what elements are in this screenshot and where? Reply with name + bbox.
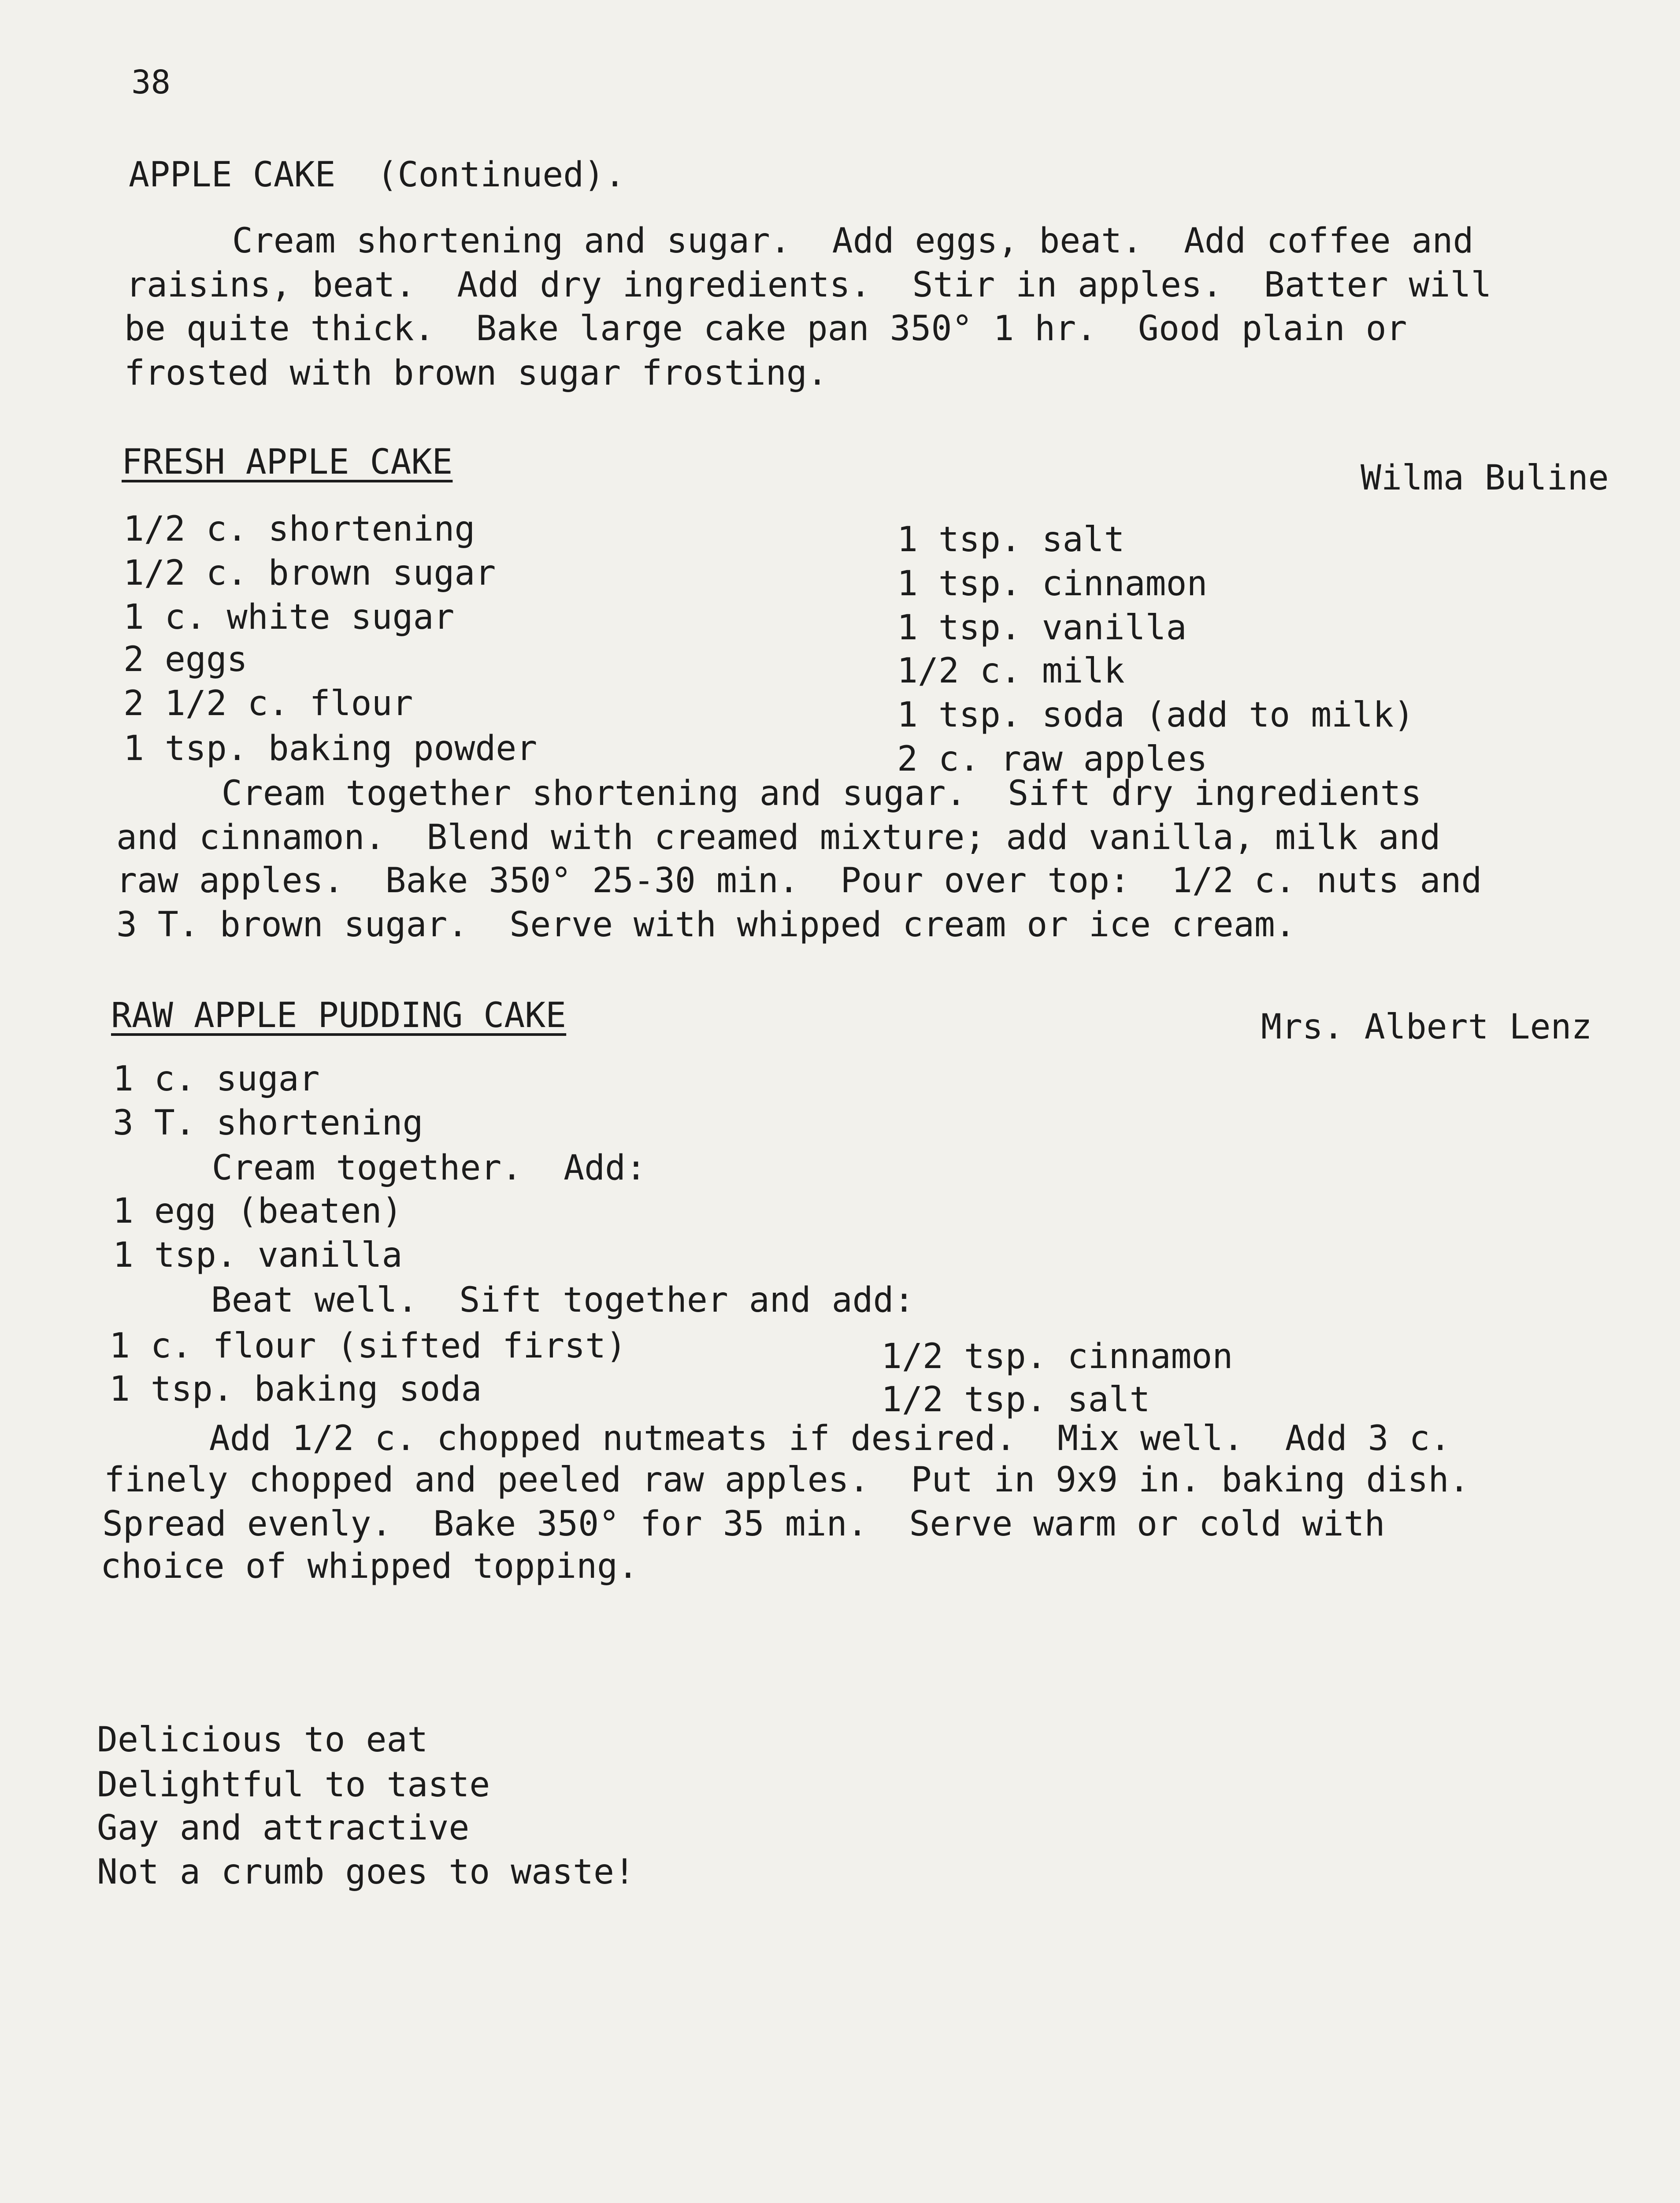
pudding-cake-line: finely chopped and peeled raw apples. Put in 9x9 in. baking dish.	[104, 1460, 1470, 1500]
ingredient-right: 1 tsp. cinnamon	[897, 564, 1208, 604]
raw-apple-pudding-cake-author: Mrs. Albert Lenz	[1261, 1007, 1592, 1047]
fresh-apple-cake-line: raw apples. Bake 350° 25-30 min. Pour over top: 1/2 c. nuts and	[116, 861, 1482, 901]
pudding-cake-line: 1 egg (beaten)	[113, 1191, 403, 1231]
pudding-cake-line: choice of whipped topping.	[100, 1547, 638, 1586]
fresh-apple-cake-title: FRESH APPLE CAKE	[122, 442, 453, 482]
pudding-cake-line: Cream together. Add:	[108, 1148, 646, 1188]
poem-line: Delicious to eat	[97, 1720, 428, 1760]
apple-cake-line: be quite thick. Bake large cake pan 350° 1 hr. Good plain or	[124, 309, 1407, 349]
pudding-cake-line: Spread evenly. Bake 350° for 35 min. Serve warm or cold with	[102, 1504, 1385, 1544]
ingredient-left: 1 tsp. baking powder	[123, 729, 538, 768]
pudding-cake-line: Add 1/2 c. chopped nutmeats if desired. Mix well. Add 3 c.	[106, 1419, 1451, 1458]
fresh-apple-cake-line: and cinnamon. Blend with creamed mixture; add vanilla, milk and	[116, 818, 1441, 857]
pudding-cake-line: Beat well. Sift together and add:	[108, 1280, 915, 1320]
page-number: 38	[131, 63, 171, 101]
raw-apple-pudding-cake-title: RAW APPLE PUDDING CAKE	[111, 996, 567, 1035]
ingredient-left: 1/2 c. brown sugar	[123, 553, 496, 593]
ingredient-left: 2 eggs	[123, 640, 248, 679]
ingredient-right: 1 tsp. salt	[897, 520, 1125, 560]
apple-cake-continued-title: APPLE CAKE (Continued).	[129, 155, 626, 195]
ingredient-left: 1/2 c. shortening	[123, 509, 475, 549]
apple-cake-line: frosted with brown sugar frosting.	[124, 353, 828, 393]
apple-cake-line: Cream shortening and sugar. Add eggs, beat. Add coffee and	[129, 221, 1474, 261]
poem-line: Delightful to taste	[97, 1765, 490, 1805]
ingredient-right: 1/2 tsp. salt	[881, 1380, 1150, 1420]
pudding-cake-line: 1 c. sugar	[113, 1059, 320, 1099]
poem-line: Gay and attractive	[97, 1808, 470, 1848]
ingredient-right: 2 c. raw apples	[897, 739, 1208, 779]
fresh-apple-cake-line: Cream together shortening and sugar. Sift dry ingredients	[118, 774, 1422, 813]
pudding-cake-line: 1 tsp. vanilla	[113, 1235, 403, 1275]
ingredient-left: 1 c. flour (sifted first)	[109, 1326, 627, 1366]
ingredient-right: 1 tsp. soda (add to milk)	[897, 695, 1414, 735]
fresh-apple-cake-author: Wilma Buline	[1361, 458, 1609, 498]
ingredient-left: 1 c. white sugar	[123, 597, 455, 637]
pudding-cake-line: 3 T. shortening	[113, 1103, 423, 1143]
apple-cake-line: raisins, beat. Add dry ingredients. Stir in apples. Batter will	[126, 265, 1492, 305]
ingredient-right: 1/2 c. milk	[897, 651, 1125, 691]
ingredient-left: 1 tsp. baking soda	[109, 1369, 482, 1409]
ingredient-right: 1/2 tsp. cinnamon	[881, 1337, 1233, 1376]
ingredient-left: 2 1/2 c. flour	[123, 684, 413, 723]
fresh-apple-cake-line: 3 T. brown sugar. Serve with whipped cream or ice cream.	[116, 905, 1296, 945]
ingredient-right: 1 tsp. vanilla	[897, 608, 1187, 648]
poem-line: Not a crumb goes to waste!	[97, 1852, 635, 1892]
